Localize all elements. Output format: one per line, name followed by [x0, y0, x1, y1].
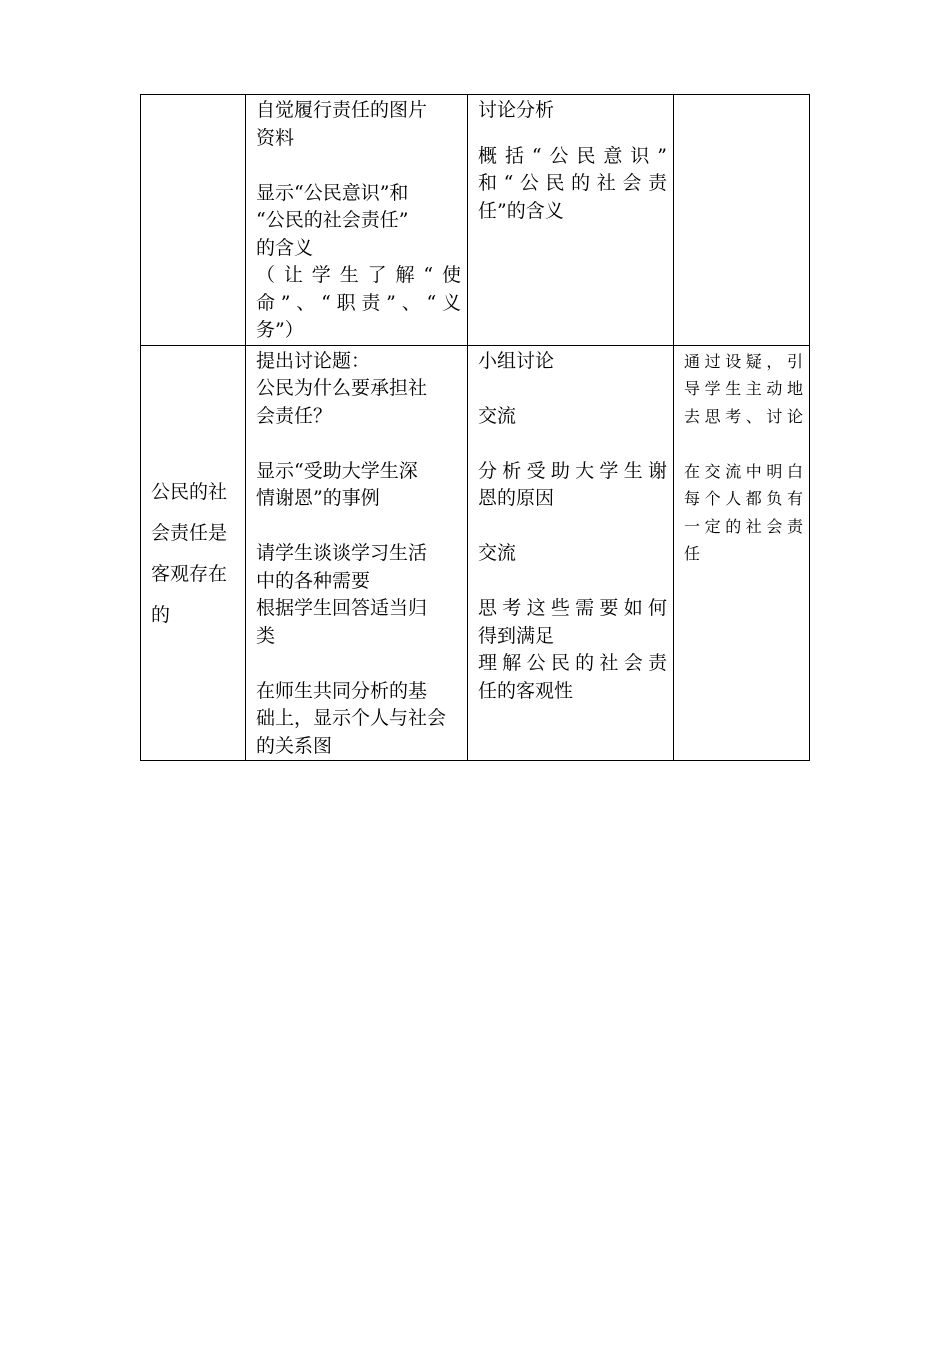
intent-line: 导学生主动地 [684, 379, 803, 398]
teacher-line [256, 650, 461, 678]
teacher-line: 自觉履行责任的图片 [256, 99, 428, 121]
student-activity-cell [468, 95, 674, 346]
teacher-line: （让学生了解“使 [256, 264, 461, 286]
topic-line: 公民的社 [151, 480, 228, 503]
student-activity-cell [468, 345, 674, 761]
student-line: 和“公民的社会责 [478, 172, 667, 194]
student-line [478, 430, 667, 458]
intent-line: 在交流中明白 [684, 461, 803, 481]
teacher-line: 提出讨论题： [256, 349, 371, 372]
teacher-line: 类 [256, 624, 276, 647]
teacher-line: 的关系图 [256, 734, 333, 757]
teacher-line: 显示“受助大学生深 [256, 459, 418, 482]
intent-line: 通过设疑，引 [684, 351, 803, 371]
student-line: 任的客观性 [478, 679, 574, 702]
student-line: 任”的含义 [478, 199, 564, 222]
student-line [478, 568, 667, 596]
topic-cell [141, 345, 246, 761]
teacher-line: “公民的社会责任” [256, 209, 409, 231]
design-intent-cell [674, 95, 810, 346]
teacher-line: 础上，显示个人与社会 [256, 707, 447, 729]
student-line: 恩的原因 [478, 487, 555, 509]
teacher-line: 资料 [256, 126, 295, 149]
student-line [478, 513, 667, 541]
teacher-line [256, 152, 461, 180]
teacher-line [256, 430, 461, 458]
topic-line: 客观存在 [151, 562, 228, 585]
teacher-line: 会责任？ [256, 404, 333, 427]
teacher-line: 命”、“职责”、“义 [256, 291, 461, 314]
teacher-line: 中的各种需要 [256, 569, 371, 592]
teacher-line: 的含义 [256, 236, 314, 259]
student-line: 理解公民的社会责 [478, 652, 667, 674]
teacher-line: 情谢恩”的事例 [256, 487, 380, 509]
topic-line: 会责任是 [151, 521, 228, 544]
intent-line: 每个人都负有 [684, 489, 803, 508]
student-line: 小组讨论 [478, 349, 555, 372]
teacher-line: 公民为什么要承担社 [256, 377, 428, 399]
teacher-line: 请学生谈谈学习生活 [256, 542, 428, 564]
intent-line [684, 430, 803, 458]
student-line: 得到满足 [478, 624, 555, 647]
topic-line: 的 [151, 603, 171, 626]
student-line: 交流 [478, 404, 517, 427]
student-line: 分析受助大学生谢 [478, 459, 667, 482]
teacher-line: 务”） [256, 319, 304, 341]
intent-line: 一定的社会责 [684, 516, 803, 536]
teacher-line: 在师生共同分析的基 [256, 679, 428, 702]
table-row [141, 95, 810, 346]
student-line: 讨论分析 [478, 99, 555, 121]
lesson-plan-table [140, 94, 810, 761]
teacher-line: 显示“公民意识”和 [256, 181, 409, 204]
teacher-line: 根据学生回答适当归 [256, 597, 428, 619]
teacher-activity-cell [246, 95, 468, 346]
design-intent-cell [674, 345, 810, 761]
intent-line: 去思考、讨论 [684, 406, 803, 426]
intent-line: 任 [684, 544, 701, 563]
topic-cell [141, 95, 246, 346]
table-row [141, 345, 810, 761]
student-line: 思考这些需要如何 [478, 597, 667, 619]
student-line: 交流 [478, 542, 517, 564]
student-line: 概括“公民意识” [478, 144, 667, 167]
student-line [478, 375, 667, 403]
teacher-activity-cell [246, 345, 468, 761]
teacher-line [256, 513, 461, 541]
